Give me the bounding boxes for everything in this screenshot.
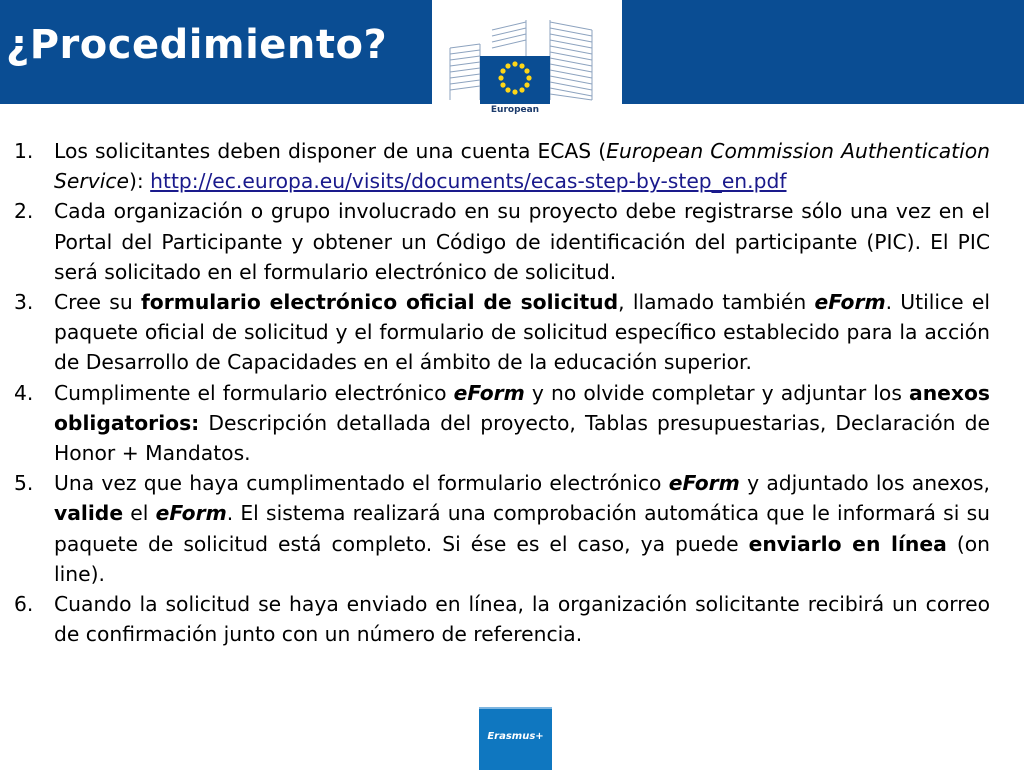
item-text: . El sistema realizará una comprobación automática que le informará si su paquete de solicitud está completo. Si ése es el caso, ya puede [54,501,990,556]
list-item [14,468,990,589]
page-title: ¿Procedimiento? [6,22,388,68]
item-bold: formulario electrónico oficial de solicitud [140,290,619,315]
item-number: 1. [14,139,34,163]
item-text: Cree su [54,290,141,315]
item-bold-italic: eForm [155,501,227,526]
item-italic: European Commission Authentication Service [54,139,990,194]
item-text: y adjuntado los anexos, [739,471,990,496]
item-text: Cumplimente el formulario electrónico [54,380,454,405]
list-item [14,378,990,469]
item-text: Una vez que haya cumplimentado el formulario electrónico [54,471,669,496]
item-bold-italic: eForm [814,290,886,315]
logo-caption: European [490,105,540,115]
list-item [14,287,990,378]
erasmus-plus-logo [479,707,552,770]
item-number: 5. [14,471,34,496]
item-text: (on line). [54,531,990,586]
item-bold: enviarlo en línea [748,531,947,556]
item-text: Cada organización o grupo involucrado en su proyecto debe registrarse sólo una vez en el Portal del Participante y obtener un Código de identificación del participante (PIC). El PIC será solicitado en el formulario electrónico de solicitud. [54,199,990,284]
item-text: el [123,501,156,526]
list-item [14,589,990,649]
ecas-guide-link[interactable]: http://ec.europa.eu/visits/documents/ecas-step-by-step_en.pdf [150,169,787,194]
item-bold: valide [54,501,124,526]
item-bold-italic: eForm [453,380,525,405]
list-item [14,196,990,287]
item-text: Cuando la solicitud se haya enviado en línea, la organización solicitante recibirá un correo de confirmación junto con un número de referencia. [54,592,990,647]
item-bold: anexos obligatorios: [54,380,990,435]
item-number: 4. [14,380,34,405]
item-text: . Utilice el paquete oficial de solicitud y el formulario de solicitud específico establecido para la acción de Desarrollo de Capacidades en el ámbito de la educación superior. [54,290,990,375]
item-text: , llamado también [618,290,815,315]
item-number: 6. [14,592,34,617]
item-text: Los solicitantes deben disponer de una cuenta ECAS ( [54,139,607,163]
item-text: ): [128,169,151,194]
list-item [14,136,990,196]
item-text: Descripción detallada del proyecto, Tablas presupuestarias, Declaración de Honor + Mandatos. [54,410,990,466]
item-number: 3. [14,290,34,315]
erasmus-plus-label: Erasmus+ [487,731,544,742]
item-number: 2. [14,199,34,224]
item-text: y no olvide completar y adjuntar los [524,380,910,405]
procedure-list [14,136,990,649]
european-commission-logo [432,0,622,122]
item-bold-italic: eForm [668,471,740,496]
building-flag-icon [432,0,622,110]
